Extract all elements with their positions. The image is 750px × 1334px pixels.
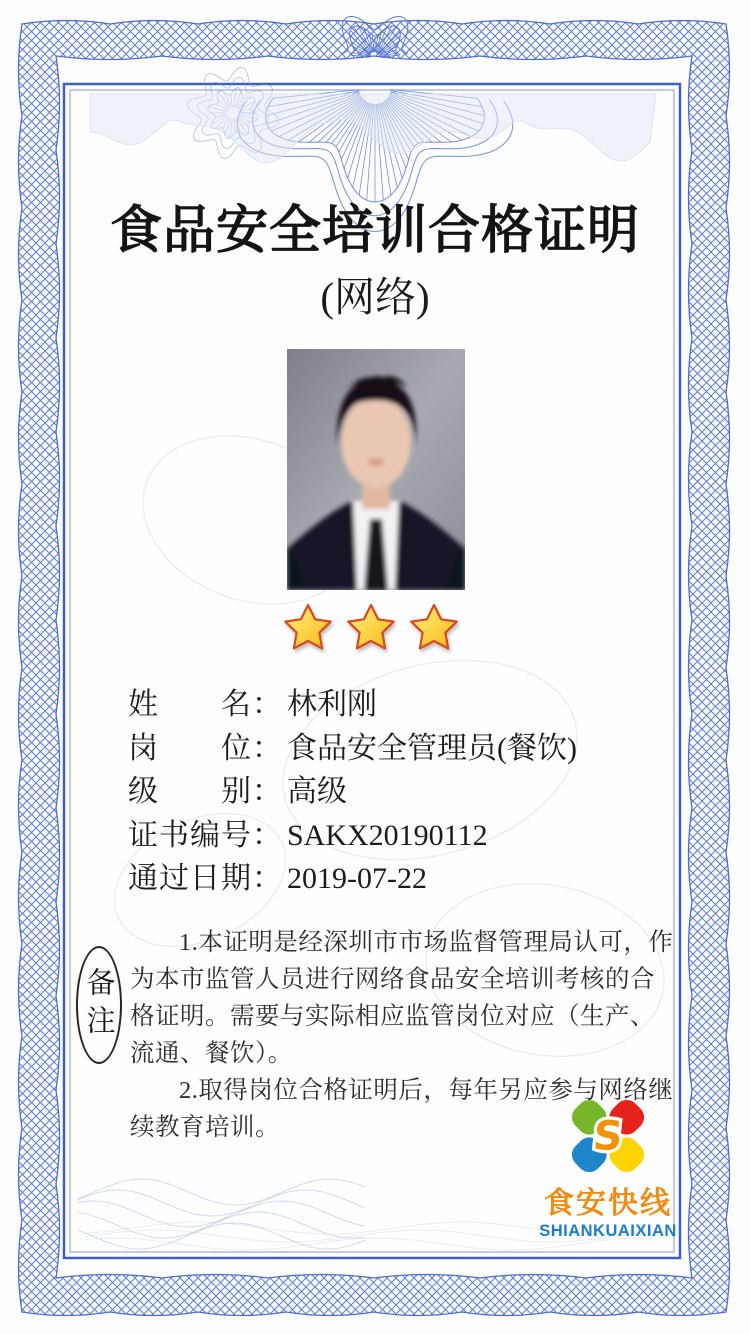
field-label: 岗 位：: [128, 731, 283, 765]
brand-name-en: SHIANKUAIXIAN: [539, 1222, 677, 1240]
note-paragraph: 1.本证明是经深圳市市场监督管理局认可，作为本市监管人员进行网络食品安全培训考核的合格证明。需要与实际相应监管岗位对应（生产、流通、餐饮）。: [130, 929, 674, 1067]
star-icon: [411, 605, 457, 648]
rating-stars: [283, 601, 473, 667]
certificate-subtitle: (网络): [320, 274, 430, 320]
certificate-title: 食品安全培训合格证明: [109, 203, 640, 260]
note-paragraph: 2.取得岗位合格证明后，每年另应参与网络继续教育培训。: [130, 1077, 674, 1141]
field-label: 通过日期：: [128, 862, 283, 895]
field-row-certificate-number: [128, 814, 577, 858]
certificate-fields: [128, 683, 577, 901]
field-value: 林利刚: [287, 688, 377, 721]
flower-logo-icon: [556, 1086, 660, 1186]
field-label: 证书编号：: [128, 818, 283, 852]
star-icon: [348, 605, 394, 648]
field-row-position: [128, 727, 577, 771]
star-icon: [285, 605, 331, 648]
field-value: 食品安全管理员(餐饮): [287, 731, 577, 765]
field-row-pass-date: [128, 857, 577, 901]
field-row-name: [128, 683, 577, 727]
field-label: 姓 名：: [128, 688, 283, 721]
portrait-photo: [287, 349, 465, 590]
brand-name-cn: 食安快线: [544, 1187, 672, 1220]
field-value: 高级: [287, 775, 347, 808]
brand-logo: [538, 1086, 678, 1241]
field-value: SAKX20190112: [287, 818, 488, 852]
field-row-level: [128, 770, 577, 814]
brand-monogram: S: [590, 1111, 626, 1160]
field-value: 2019-07-22: [287, 862, 427, 895]
notes-badge: 备注: [76, 946, 122, 1064]
field-label: 级 别：: [128, 775, 283, 808]
